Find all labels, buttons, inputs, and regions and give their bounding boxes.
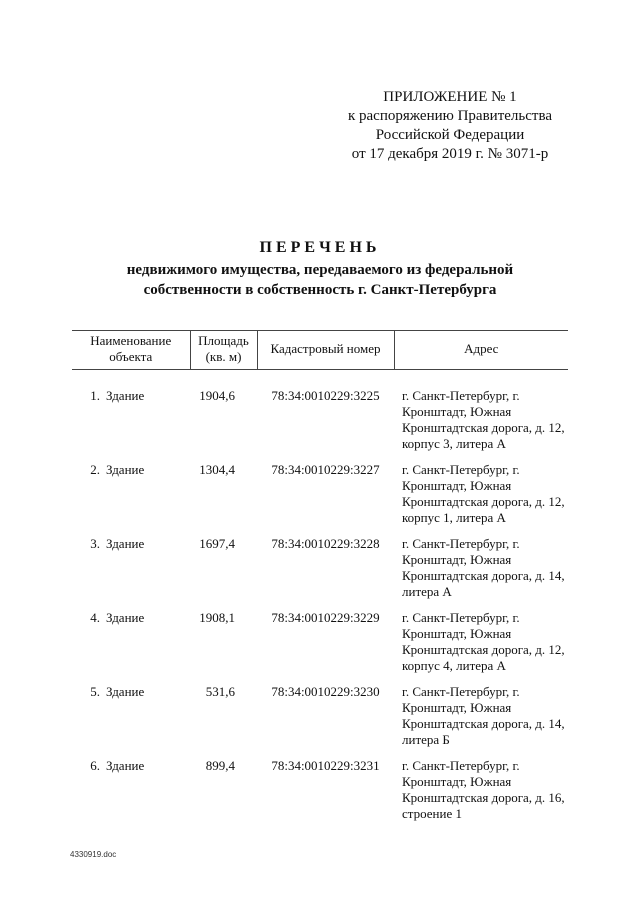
row-number: 4. bbox=[90, 609, 100, 625]
cell-area: 531,6 bbox=[205, 683, 235, 699]
row-number: 3. bbox=[90, 535, 100, 551]
header-cadastral: Кадастровый номер bbox=[257, 331, 394, 370]
title-line-1: недвижимого имущества, передаваемого из федеральной bbox=[126, 262, 514, 278]
cell-name bbox=[72, 610, 190, 684]
cell-area: 1304,4 bbox=[199, 461, 235, 477]
object-name: Здание bbox=[106, 388, 145, 403]
table-row bbox=[72, 462, 568, 536]
cell-cadastral: 78:34:0010229:3227 bbox=[271, 461, 380, 477]
header-address: Адрес bbox=[394, 331, 568, 370]
row-number: 6. bbox=[90, 757, 100, 773]
row-number: 2. bbox=[90, 461, 100, 477]
cell-address: г. Санкт-Петербург, г. Кронштадт, Южная Кронштадтская дорога, д. 14, литера А bbox=[402, 535, 565, 599]
cell-area: 1697,4 bbox=[199, 535, 235, 551]
property-table bbox=[72, 330, 568, 832]
object-name: Здание bbox=[106, 683, 145, 699]
table-header-row bbox=[72, 331, 568, 370]
cell-address: г. Санкт-Петербург, г. Кронштадт, Южная Кронштадтская дорога, д. 14, литера Б bbox=[402, 683, 565, 747]
cell-area: 1904,6 bbox=[199, 388, 235, 403]
cell-cadastral: 78:34:0010229:3231 bbox=[271, 757, 380, 773]
object-name: Здание bbox=[106, 609, 145, 625]
object-name: Здание bbox=[106, 757, 145, 773]
cell-name bbox=[72, 684, 190, 758]
document-file-id: 4330919.doc bbox=[70, 850, 117, 859]
table-row bbox=[72, 758, 568, 832]
cell-name bbox=[72, 536, 190, 610]
cell-cadastral: 78:34:0010229:3228 bbox=[271, 535, 380, 551]
header-name: Наименование объекта bbox=[90, 333, 172, 364]
cell-name bbox=[72, 462, 190, 536]
table-row bbox=[72, 536, 568, 610]
table-row bbox=[72, 610, 568, 684]
title-line-2: собственности в собственность г. Санкт-Петербурга bbox=[143, 282, 497, 298]
table-row bbox=[72, 370, 568, 462]
cell-address: г. Санкт-Петербург, г. Кронштадт, Южная Кронштадтская дорога, д. 12, корпус 4, литера А bbox=[402, 609, 565, 673]
cell-name bbox=[72, 370, 190, 462]
table-row bbox=[72, 684, 568, 758]
appendix-header bbox=[340, 88, 560, 164]
cell-address: г. Санкт-Петербург, г. Кронштадт, Южная Кронштадтская дорога, д. 16, строение 1 bbox=[402, 757, 565, 821]
header-area: Площадь (кв. м) bbox=[190, 331, 257, 370]
appendix-line-order: к распоряжению Правительства bbox=[347, 108, 552, 124]
object-name: Здание bbox=[106, 461, 145, 477]
appendix-line-date: от 17 декабря 2019 г. № 3071-р bbox=[351, 146, 549, 162]
appendix-title: ПРИЛОЖЕНИЕ № 1 bbox=[383, 89, 517, 105]
cell-address: г. Санкт-Петербург, г. Кронштадт, Южная Кронштадтская дорога, д. 12, корпус 1, литера А bbox=[402, 461, 565, 525]
cell-name bbox=[72, 758, 190, 832]
title-main: ПЕРЕЧЕНЬ bbox=[259, 239, 381, 256]
object-name: Здание bbox=[106, 535, 145, 551]
document-title bbox=[60, 238, 580, 300]
cell-cadastral: 78:34:0010229:3230 bbox=[271, 683, 380, 699]
cell-address: г. Санкт-Петербург, г. Кронштадт, Южная Кронштадтская дорога, д. 12, корпус 3, литера А bbox=[402, 388, 565, 451]
cell-cadastral: 78:34:0010229:3225 bbox=[271, 388, 380, 403]
cell-area: 899,4 bbox=[205, 757, 235, 773]
row-number: 5. bbox=[90, 683, 100, 699]
cell-cadastral: 78:34:0010229:3229 bbox=[271, 609, 380, 625]
cell-area: 1908,1 bbox=[199, 609, 235, 625]
row-number: 1. bbox=[90, 388, 100, 403]
appendix-line-government: Российской Федерации bbox=[375, 127, 525, 143]
